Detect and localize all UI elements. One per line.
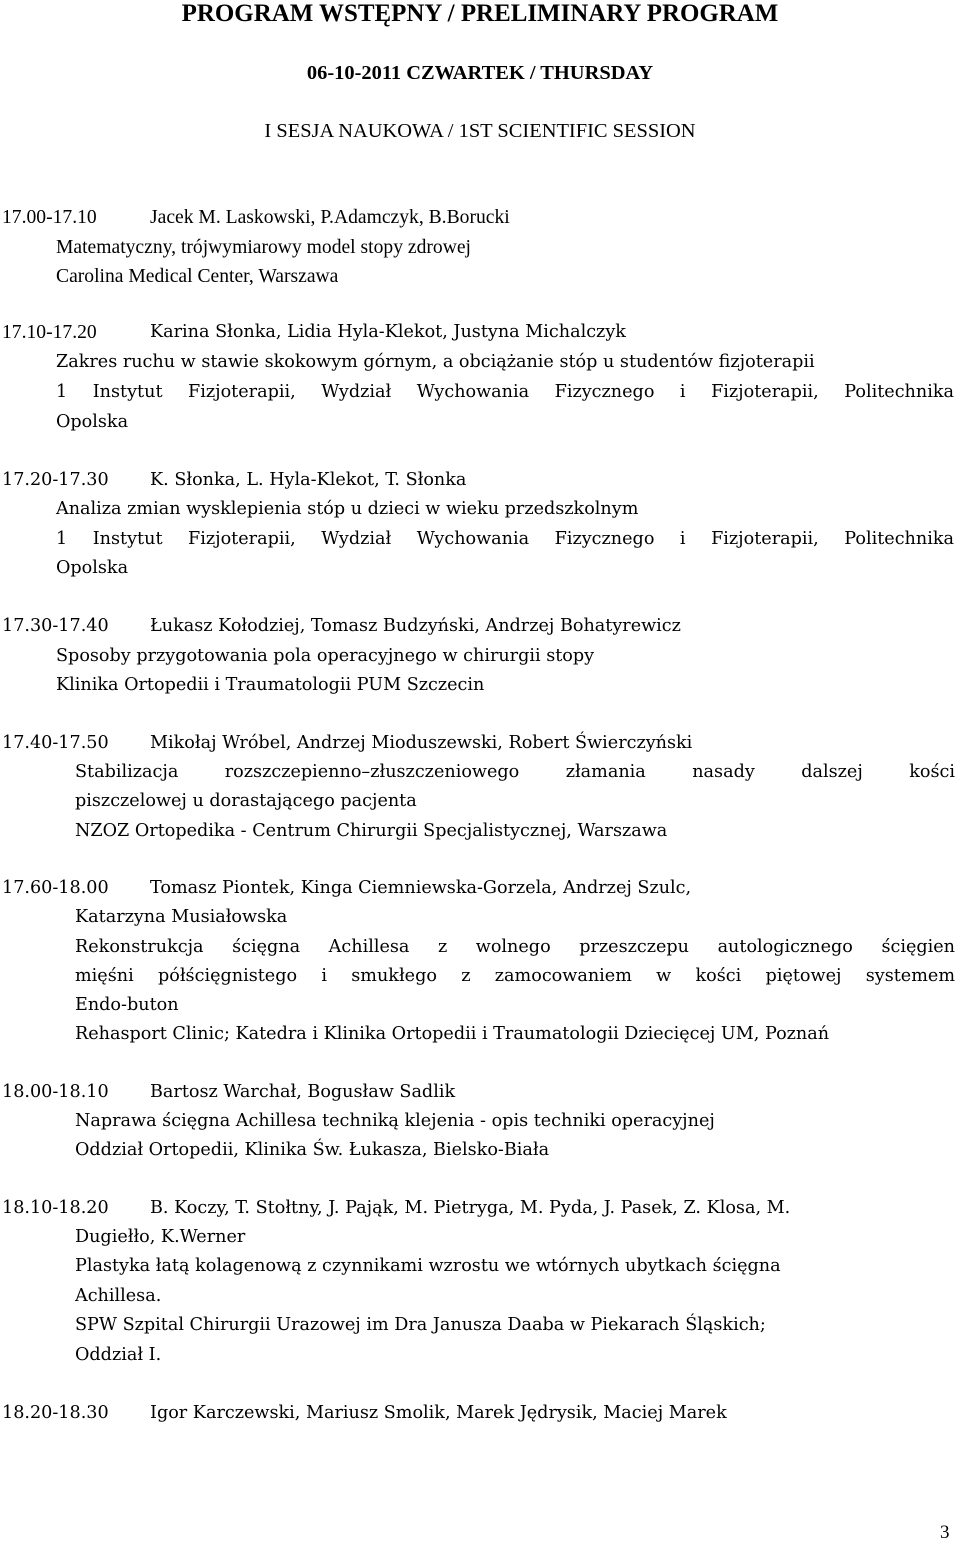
entry-affiliation-continued: Opolska	[56, 412, 129, 432]
entry-time: 17.60-18.00	[2, 878, 109, 898]
entry-affiliation-continued: Opolska	[56, 558, 129, 578]
session-heading: I SESJA NAUKOWA / 1ST SCIENTIFIC SESSION	[264, 120, 696, 142]
entry-affiliation: NZOZ Ortopedika - Centrum Chirurgii Specjalistycznej, Warszawa	[75, 821, 668, 841]
page-number: 3	[940, 1522, 950, 1543]
entry-title: Stabilizacja rozszczepienno–złuszczeniowego złamania nasady dalszej kości	[75, 762, 955, 782]
entry-time: 18.00-18.10	[2, 1082, 109, 1102]
entry-authors-continued: Katarzyna Musiałowska	[75, 907, 288, 927]
entry-authors: Jacek M. Laskowski, P.Adamczyk, B.Borucki	[150, 207, 510, 228]
entry-title: Plastyka łatą kolagenową z czynnikami wzrostu we wtórnych ubytkach ścięgna	[75, 1256, 781, 1276]
entry-title-continued: Endo-buton	[75, 995, 179, 1015]
entry-time: 17.00-17.10	[2, 207, 97, 228]
entry-time: 17.20-17.30	[2, 470, 109, 490]
entry-affiliation: Oddział Ortopedii, Klinika Św. Łukasza, Bielsko-Biała	[75, 1140, 550, 1160]
entry-authors: Igor Karczewski, Mariusz Smolik, Marek Jędrysik, Maciej Marek	[150, 1403, 727, 1423]
entry-affiliation-continued: Oddział I.	[75, 1345, 162, 1365]
entry-time: 17.30-17.40	[2, 616, 109, 636]
entry-title: Analiza zmian wysklepienia stóp u dzieci w wieku przedszkolnym	[56, 499, 639, 519]
entry-affiliation: Rehasport Clinic; Katedra i Klinika Ortopedii i Traumatologii Dziecięcej UM, Poznań	[75, 1024, 830, 1044]
date-heading: 06-10-2011 CZWARTEK / THURSDAY	[306, 62, 654, 84]
entry-affiliation: 1 Instytut Fizjoterapii, Wydział Wychowania Fizycznego i Fizjoterapii, Politechnika	[56, 382, 954, 402]
entry-authors: B. Koczy, T. Stołtny, J. Pająk, M. Pietryga, M. Pyda, J. Pasek, Z. Klosa, M.	[150, 1198, 791, 1218]
entry-authors: Mikołaj Wróbel, Andrzej Mioduszewski, Robert Świerczyński	[150, 733, 693, 753]
entry-affiliation: SPW Szpital Chirurgii Urazowej im Dra Janusza Daaba w Piekarach Śląskich;	[75, 1315, 766, 1335]
entry-affiliation: 1 Instytut Fizjoterapii, Wydział Wychowania Fizycznego i Fizjoterapii, Politechnika	[56, 529, 954, 549]
entry-title: Sposoby przygotowania pola operacyjnego w chirurgii stopy	[56, 646, 595, 666]
entry-title: Naprawa ścięgna Achillesa techniką klejenia - opis techniki operacyjnej	[75, 1111, 715, 1131]
entry-title-continued: piszczelowej u dorastającego pacjenta	[75, 791, 417, 811]
entry-title: Zakres ruchu w stawie skokowym górnym, a obciążanie stóp u studentów fizjoterapii	[56, 352, 815, 372]
entry-authors: K. Słonka, L. Hyla-Klekot, T. Słonka	[150, 470, 467, 490]
entry-affiliation: Carolina Medical Center, Warszawa	[56, 266, 339, 287]
entry-time: 18.10-18.20	[2, 1198, 109, 1218]
entry-authors: Łukasz Kołodziej, Tomasz Budzyński, Andrzej Bohatyrewicz	[150, 616, 681, 636]
entry-title: Rekonstrukcja ścięgna Achillesa z wolnego przeszczepu autologicznego ścięgien	[75, 937, 955, 957]
entry-authors-continued: Dugiełło, K.Werner	[75, 1227, 246, 1247]
page-title: PROGRAM WSTĘPNY / PRELIMINARY PROGRAM	[181, 0, 779, 27]
entry-title: Matematyczny, trójwymiarowy model stopy zdrowej	[56, 237, 471, 258]
entry-time: 18.20-18.30	[2, 1403, 109, 1423]
entry-affiliation: Klinika Ortopedii i Traumatologii PUM Szczecin	[56, 675, 485, 695]
entry-title-continued: mięśni półścięgnistego i smukłego z zamocowaniem w kości piętowej systemem	[75, 966, 955, 986]
entry-title-continued: Achillesa.	[75, 1286, 162, 1306]
entry-time: 17.10-17.20	[2, 322, 97, 343]
entry-authors: Tomasz Piontek, Kinga Ciemniewska-Gorzela, Andrzej Szulc,	[150, 878, 692, 898]
entry-authors: Bartosz Warchał, Bogusław Sadlik	[150, 1082, 456, 1102]
entry-authors: Karina Słonka, Lidia Hyla-Klekot, Justyna Michalczyk	[150, 322, 626, 342]
entry-time: 17.40-17.50	[2, 733, 109, 753]
